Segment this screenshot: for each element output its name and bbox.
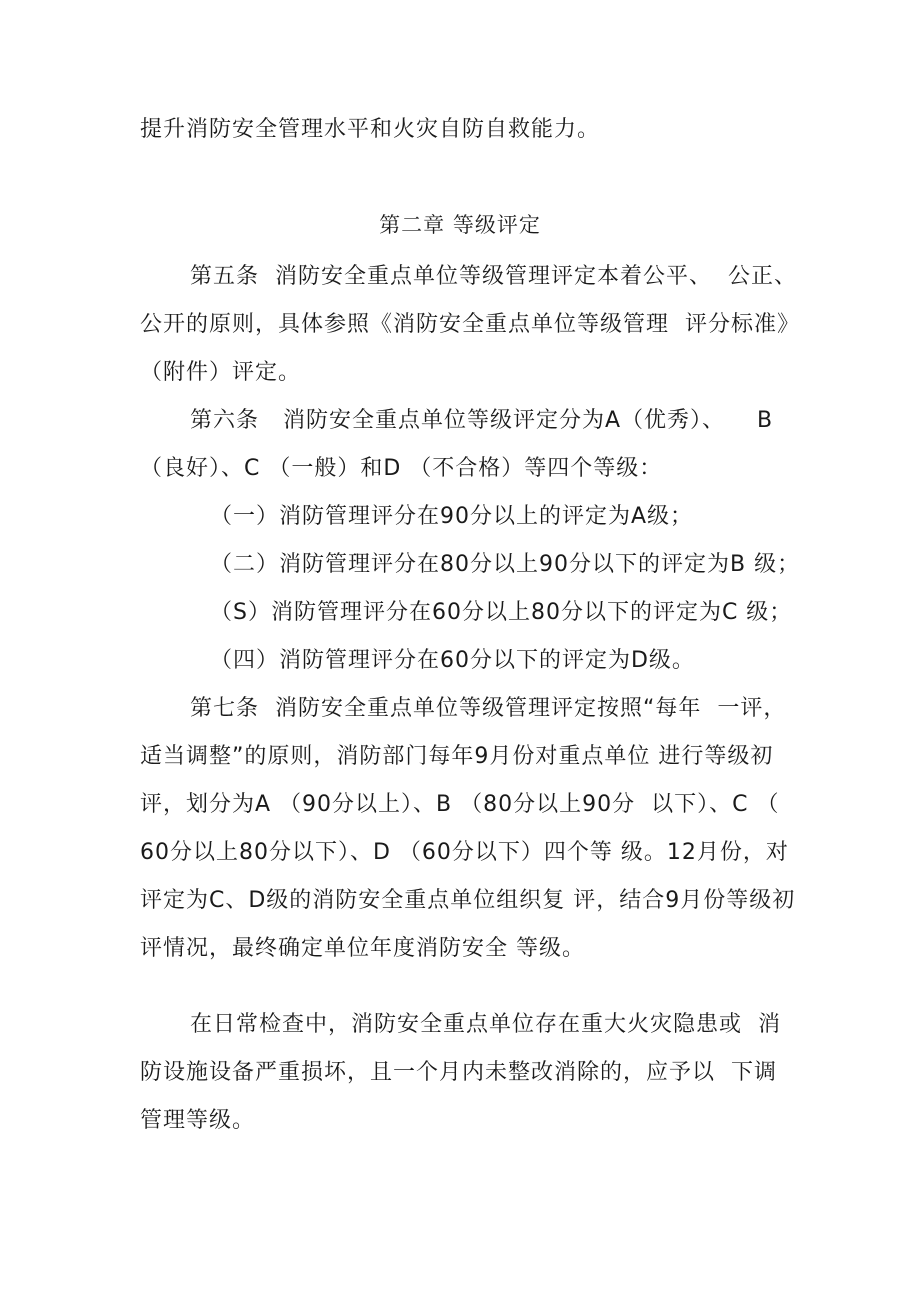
article-6-line: 第六条 消防安全重点单位等级评定分为A（优秀）、 B (190, 408, 774, 433)
closing-line: 管理等级。 (140, 1108, 256, 1133)
article-7-line: 评，划分为A （90分以上）、B （80分以上90分 以下）、C （ (140, 792, 780, 817)
article-6-line: （良好）、C （一般）和D （不合格）等四个等级： (140, 456, 663, 481)
article-7-line: 60分以上80分以下）、D （60分以下）四个等 级。12月份，对 (140, 840, 789, 865)
article-7-line: 适当调整”的原则，消防部门每年9月份对重点单位 进行等级初 (140, 744, 774, 769)
article-7-line: 评情况，最终确定单位年度消防安全 等级。 (140, 936, 585, 961)
closing-line: 防设施设备严重损坏，且一个月内未整改消除的，应予以 下调 (140, 1060, 777, 1085)
chapter-heading: 第二章 等级评定 (379, 213, 541, 237)
intro-tail-line: 提升消防安全管理水平和火灾自防自救能力。 (140, 117, 601, 142)
grade-item: （四）消防管理评分在60分以下的评定为D级。 (210, 648, 695, 673)
article-7-line: 评定为C、D级的消防安全重点单位组织复 评，结合9月份等级初 (140, 888, 796, 913)
article-5-line: 第五条 消防安全重点单位等级管理评定本着公平、 公正、 (190, 264, 797, 289)
article-7-line: 第七条 消防安全重点单位等级管理评定按照“每年 一评， (190, 696, 787, 721)
grade-item: （S）消防管理评分在60分以上80分以下的评定为C 级； (210, 600, 793, 625)
article-5-line: （附件）评定。 (140, 360, 302, 385)
grade-item: （一）消防管理评分在90分以上的评定为A级； (210, 504, 694, 529)
article-5-line: 公开的原则，具体参照《消防安全重点单位等级管理 评分标准》 (140, 312, 800, 337)
grade-item: （二）消防管理评分在80分以上90分以下的评定为B 级； (210, 552, 801, 577)
closing-line: 在日常检查中，消防安全重点单位存在重大火灾隐患或 消 (190, 1012, 781, 1037)
